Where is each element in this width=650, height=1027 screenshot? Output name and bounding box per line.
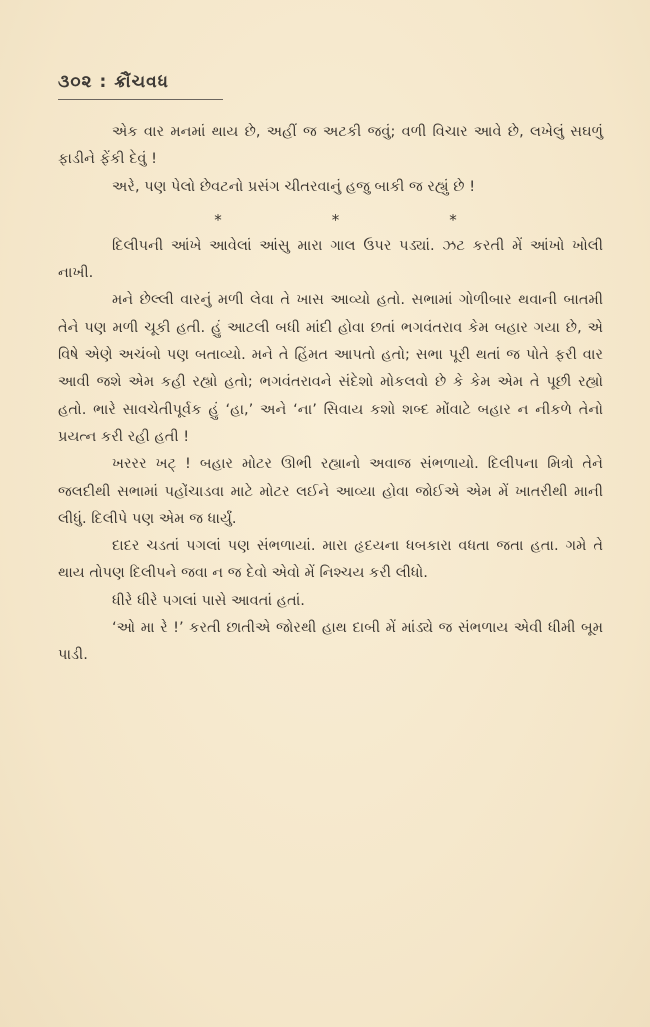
section-break-mark: * <box>214 210 222 229</box>
running-header <box>58 72 169 92</box>
section-break <box>58 200 603 232</box>
body-text <box>58 118 603 669</box>
paragraph: દિલીપની આંખે આવેલાં આંસુ મારા ગાલ ઉપર પડ્યાં. ઝટ કરતી મેં આંખો ખોલી નાખી. <box>58 236 603 282</box>
paragraph: ‘ઓ મા રે !’ કરતી છાતીએ જોરથી હાથ દાબી મેં માંડ્યે જ સંભળાય એવી ધીમી બૂમ પાડી. <box>58 619 603 664</box>
header-rule <box>58 99 223 100</box>
header-separator: : <box>99 72 108 92</box>
section-break-mark: * <box>331 210 340 229</box>
section-break-mark: * <box>449 210 457 229</box>
paragraph: એક વાર મનમાં થાય છે, અહીં જ અટકી જવું; વળી વિચાર આવે છે, લખેલું સઘળું ફાડીને ફેંકી દેવું ! <box>58 123 603 168</box>
paragraph: મને છેલ્લી વારનું મળી લેવા તે ખાસ આવ્યો હતો. સભામાં ગોળીબાર થવાની બાતમી તેને પણ મળી ચૂકી હતી. હું આટલી બધી માંદી હોવા છતાં ભગવંતરાવ કેમ બહાર ગયા છે, એ વિષે એણે અચંબો પણ બતાવ્યો. મને તે હિંમત આપતો હતો; સભા પૂરી થતાં જ પોતે ફરી વાર આવી જશે એમ કહી રહ્યો હતો; ભગવંતરાવને સંદેશો મોકલવો છે કે કેમ એમ તે પૂછી રહ્યો હતો. ભારે સાવચેતીપૂર્વક હું ‘હા,’ અને ‘ના’ સિવાય કશો શબ્દ મોંવાટે બહાર ન નીકળે તેનો પ્રયત્ન કરી રહી હતી ! <box>58 291 603 445</box>
paragraph: ખરરર ખટ્ ! બહાર મોટર ઊભી રહ્યાનો અવાજ સંભળાયો. દિલીપના મિત્રો તેને જલદીથી સભામાં પહોંચાડવા માટે મોટર લઈને આવ્યા હોવા જોઈએ એમ મેં ખાતરીથી માની લીધું. દિલીપે પણ એમ જ ધાર્યું. <box>58 455 603 527</box>
paragraph: ધીરે ધીરે પગલાં પાસે આવતાં હતાં. <box>112 591 305 609</box>
paragraph: દાદર ચડતાં પગલાં પણ સંભળાયાં. મારા હૃદયના ધબકારા વધતા જતા હતા. ગમે તે થાય તોપણ દિલીપને જવા ન જ દેવો એવો મેં નિશ્ચય કરી લીધો. <box>58 537 603 582</box>
paragraph: અરે, પણ પેલો છેવટનો પ્રસંગ ચીતરવાનું હજુ બાકી જ રહ્યું છે ! <box>112 177 476 195</box>
page-number: ૩૦૨ <box>58 72 93 92</box>
book-title: ક્રૌંચવધ <box>114 72 169 92</box>
